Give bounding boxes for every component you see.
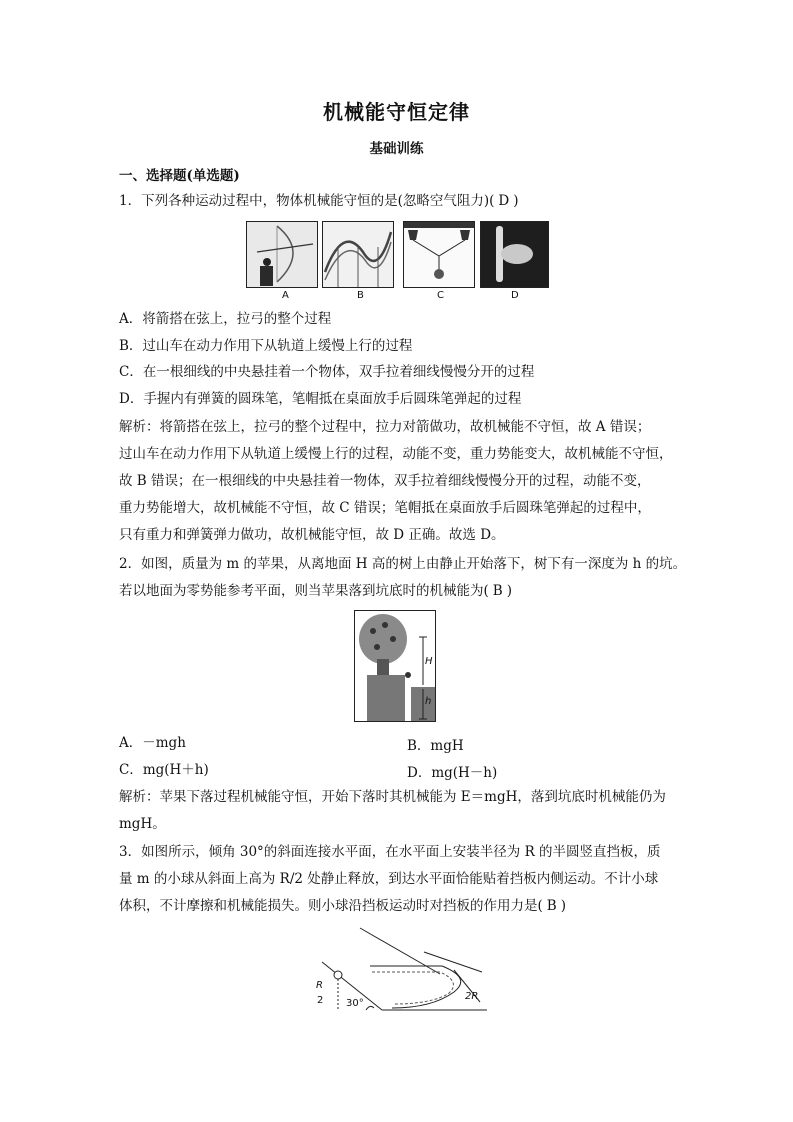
q3-figure-incline-semicircle <box>312 922 492 1017</box>
q2-analysis-line: 解析：苹果下落过程机械能守恒，开始下落时其机械能为 E＝mgH，落到坑底时机械能仍为 <box>119 789 666 805</box>
q1-option-c: C．在一根细线的中央悬挂着一个物体，双手拉着细线慢慢分开的过程 <box>119 364 535 380</box>
q3-fig-label-R: R <box>316 980 323 991</box>
q3-stem-line: 量 m 的小球从斜面上高为 R/2 处静止释放，到达水平面恰能贴着挡板内侧运动。不计小球 <box>119 871 659 887</box>
q1-figure-b-rollercoaster <box>322 221 394 288</box>
page-subtitle: 基础训练 <box>369 141 424 157</box>
q1-figure-a-archer <box>246 221 318 288</box>
q3-stem-line: 3．如图所示，倾角 30°的斜面连接水平面，在水平面上安装半径为 R 的半圆竖直挡板，质 <box>119 844 661 860</box>
q1-option-a: A．将箭搭在弦上，拉弓的整个过程 <box>119 311 332 327</box>
q2-fig-label-H: H <box>425 656 433 667</box>
q1-fig-label-b: B <box>357 290 364 301</box>
q3-stem-line: 体积，不计摩擦和机械能损失。则小球沿挡板运动时对挡板的作用力是( B ) <box>119 898 566 914</box>
q2-stem-line: 若以地面为零势能参考平面，则当苹果落到坑底时的机械能为( B ) <box>119 583 512 599</box>
q1-fig-label-c: C <box>437 290 444 301</box>
q1-answer: D <box>498 193 510 209</box>
q1-analysis-line: 过山车在动力作用下从轨道上缓慢上行的过程，动能不变，重力势能变大，故机械能不守恒， <box>119 446 673 462</box>
q3-fig-label-angle: 30° <box>346 998 364 1009</box>
q2-option-c: C．mg(H＋h) <box>119 762 209 778</box>
q2-option-a: A．－mgh <box>119 735 186 751</box>
q1-figure-c-hanging-weight <box>403 221 475 288</box>
q3-fig-label-2R: 2R <box>465 991 479 1002</box>
page-title: 机械能守恒定律 <box>323 100 470 124</box>
q2-fig-label-h: h <box>425 696 432 707</box>
q2-analysis-line: mgH。 <box>119 816 166 832</box>
q3-answer: B <box>546 898 557 914</box>
q2-figure-apple-tree <box>354 610 436 722</box>
q1-figure-d-pen <box>480 221 549 288</box>
q1-analysis-line: 解析：将箭搭在弦上，拉弓的整个过程中，拉力对箭做功，故机械能不守恒，故 A 错误； <box>119 419 651 435</box>
q2-stem-line: 2．如图，质量为 m 的苹果，从离地面 H 高的树上由静止开始落下，树下有一深度为 h 的坑。 <box>119 556 687 572</box>
q1-fig-label-d: D <box>511 290 519 301</box>
q2-option-b: B．mgH <box>407 738 464 754</box>
q1-option-d: D．手握内有弹簧的圆珠笔，笔帽抵在桌面放手后圆珠笔弹起的过程 <box>119 391 522 407</box>
q3-fig-label-2: 2 <box>317 995 324 1006</box>
q2-answer: B <box>492 583 503 599</box>
q1-option-b: B．过山车在动力作用下从轨道上缓慢上行的过程 <box>119 338 413 354</box>
section-heading: 一、选择题(单选题) <box>119 168 240 184</box>
q1-analysis-line: 故 B 错误；在一根细线的中央悬挂着一物体，双手拉着细线慢慢分开的过程，动能不变， <box>119 473 651 489</box>
q1-analysis-line: 只有重力和弹簧弹力做功，故机械能守恒，故 D 正确。故选 D。 <box>119 527 505 543</box>
q1-stem: 1．下列各种运动过程中，物体机械能守恒的是(忽略空气阻力)( D ) <box>119 193 519 209</box>
q2-option-d: D．mg(H－h) <box>407 765 498 781</box>
q1-fig-label-a: A <box>282 290 289 301</box>
q1-analysis-line: 重力势能增大，故机械能不守恒，故 C 错误；笔帽抵在桌面放手后圆珠笔弹起的过程中， <box>119 500 651 516</box>
